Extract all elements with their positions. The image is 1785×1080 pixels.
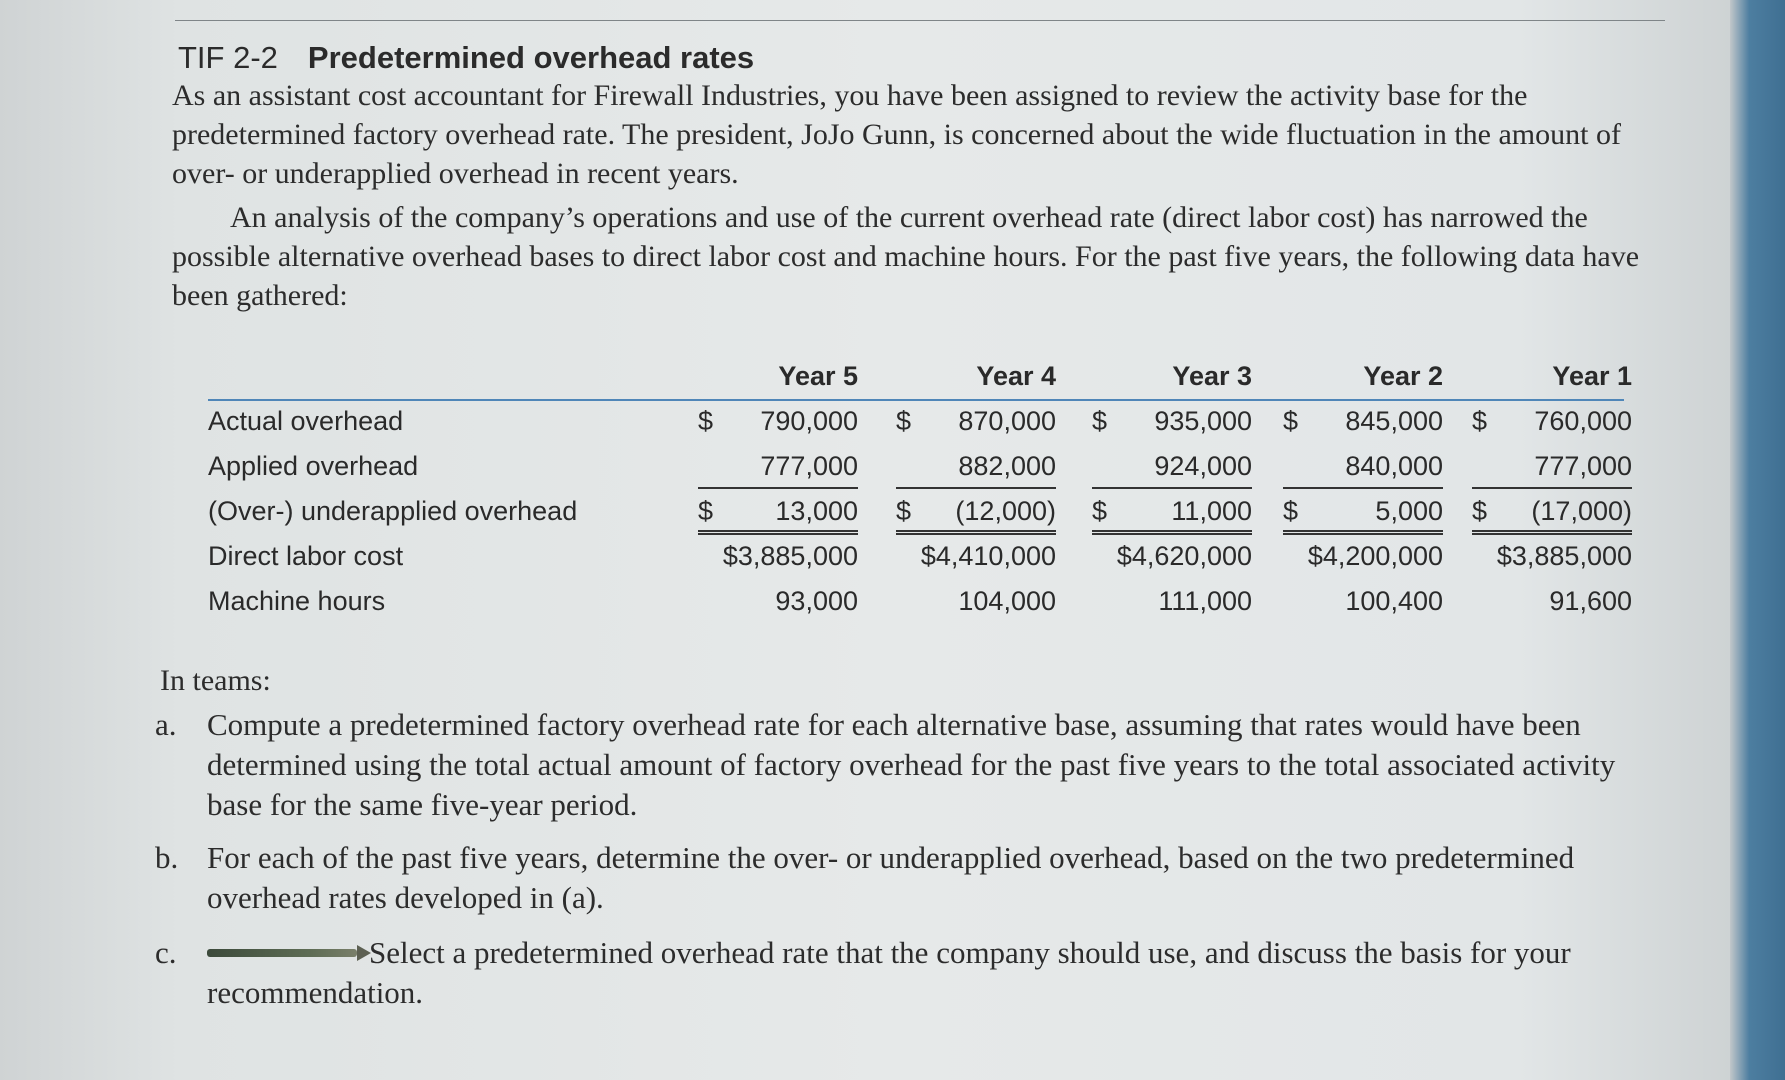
row-label: Actual overhead bbox=[208, 406, 404, 436]
table-cell: 100,400 bbox=[1345, 586, 1443, 616]
table-cell: 777,000 bbox=[1472, 451, 1632, 489]
column-header: Year 5 bbox=[778, 361, 858, 391]
row-label: Direct labor cost bbox=[208, 541, 404, 571]
task-item-a bbox=[155, 705, 1675, 825]
table-cell: $3,885,000 bbox=[1496, 541, 1632, 571]
task-item-c bbox=[155, 933, 1675, 1013]
table-cell: $ 760,000 bbox=[1472, 406, 1632, 436]
column-header: Year 4 bbox=[976, 361, 1056, 391]
problem-header bbox=[178, 40, 754, 76]
table-cell: 93,000 bbox=[775, 586, 858, 616]
table-row bbox=[208, 397, 1632, 442]
teams-heading: In teams: bbox=[160, 664, 271, 697]
task-item-b bbox=[155, 838, 1675, 918]
problem-title: Predetermined overhead rates bbox=[307, 40, 755, 75]
table-cell: $ (17,000) bbox=[1472, 496, 1632, 535]
task-letter: b. bbox=[155, 840, 179, 875]
pencil-icon bbox=[207, 949, 357, 957]
row-label: (Over-) underapplied overhead bbox=[208, 496, 578, 526]
table-cell: $ 790,000 bbox=[698, 406, 858, 436]
table-cell: $ 13,000 bbox=[698, 496, 858, 535]
table-cell: $ (12,000) bbox=[896, 496, 1056, 535]
column-header: Year 2 bbox=[1363, 361, 1443, 391]
table-header bbox=[208, 355, 1632, 397]
table-row bbox=[208, 487, 1632, 532]
task-text: Compute a predetermined factory overhead rate for each alternative base, assuming that rates would have been determined using the total actual amount of factory overhead for the past five years to the total associated activity base for the same five-year period. bbox=[207, 707, 1616, 822]
table-cell: $4,410,000 bbox=[920, 541, 1056, 571]
overhead-data-table bbox=[208, 355, 1632, 622]
background-edge bbox=[1730, 0, 1785, 1080]
table-cell: $3,885,000 bbox=[722, 541, 858, 571]
table-cell: 924,000 bbox=[1092, 451, 1252, 489]
column-header: Year 3 bbox=[1172, 361, 1252, 391]
table-row bbox=[208, 442, 1632, 487]
task-letter: c. bbox=[155, 935, 177, 970]
table-cell: $ 935,000 bbox=[1092, 406, 1252, 436]
task-text: For each of the past five years, determine the over- or underapplied overhead, based on the two predetermined overhead rates developed in (a). bbox=[207, 840, 1575, 915]
intro-paragraph-1: As an assistant cost accountant for Firewall Industries, you have been assigned to review the activity base for the predetermined factory overhead rate. The president, JoJo Gunn, is concerned about the wide fluctuation in the amount of over- or underapplied overhead in recent years. bbox=[172, 79, 1621, 190]
table-row bbox=[208, 577, 1632, 622]
table-cell: $ 11,000 bbox=[1092, 496, 1252, 535]
table-cell: $4,200,000 bbox=[1307, 541, 1443, 571]
row-label: Machine hours bbox=[208, 586, 386, 616]
table-cell: $ 870,000 bbox=[896, 406, 1056, 436]
table-cell: 882,000 bbox=[896, 451, 1056, 489]
task-letter: a. bbox=[155, 707, 177, 742]
table-cell: $ 5,000 bbox=[1283, 496, 1443, 535]
table-cell: 111,000 bbox=[1158, 586, 1252, 616]
table-cell: $ 845,000 bbox=[1283, 406, 1443, 436]
column-header: Year 1 bbox=[1552, 361, 1632, 391]
problem-code: TIF 2-2 bbox=[178, 40, 278, 75]
table-cell: 840,000 bbox=[1283, 451, 1443, 489]
table-cell: 104,000 bbox=[958, 586, 1056, 616]
row-label: Applied overhead bbox=[208, 451, 419, 481]
task-text-wrap bbox=[207, 933, 1675, 1013]
table-cell: $4,620,000 bbox=[1116, 541, 1252, 571]
page-top-rule bbox=[175, 20, 1665, 21]
table-row bbox=[208, 532, 1632, 577]
table-cell: 91,600 bbox=[1549, 586, 1632, 616]
intro-paragraph-2: An analysis of the company’s operations and use of the current overhead rate (direct labor cost) has narrowed the possible alternative overhead bases to direct labor cost and machine hours. For the past five years, the following data have been gathered: bbox=[172, 201, 1640, 312]
table-cell: 777,000 bbox=[698, 451, 858, 489]
task-text: Select a predetermined overhead rate that the company should use, and discuss the basis for your recommendation. bbox=[207, 935, 1571, 1010]
